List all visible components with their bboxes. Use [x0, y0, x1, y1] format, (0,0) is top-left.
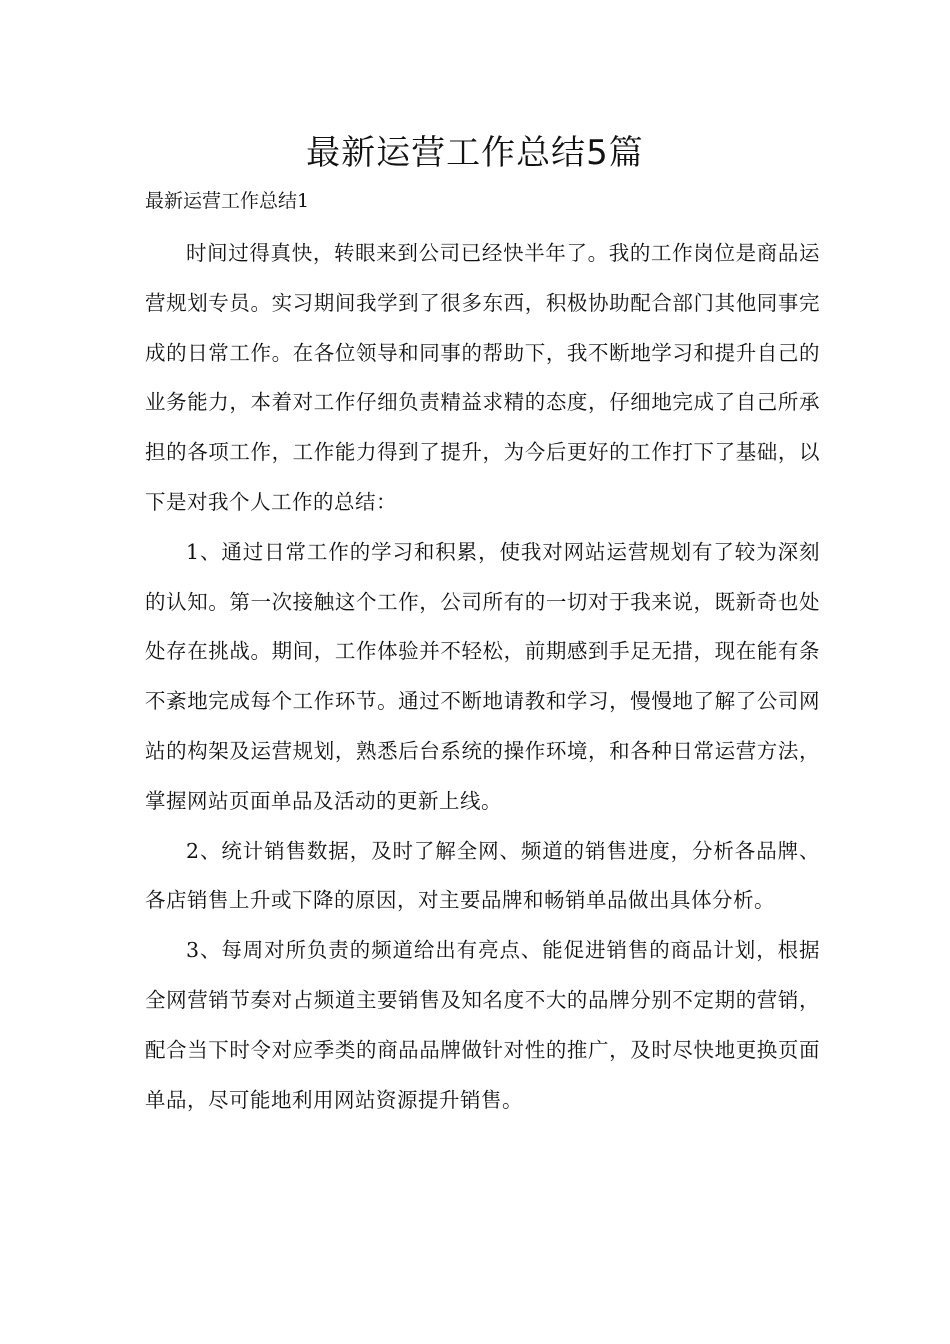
paragraph-item-1: 1、通过日常工作的学习和积累，使我对网站运营规划有了较为深刻的认知。第一次接触这个工作，公司所有的一切对于我来说，既新奇也处处存在挑战。期间，工作体验并不轻松，前期感到手足无措，现在能有条不紊地完成每个工作环节。通过不断地请教和学习，慢慢地了解了公司网站的构架及运营规划，熟悉后台系统的操作环境，和各种日常运营方法，掌握网站页面单品及活动的更新上线。 [145, 539, 820, 813]
paragraph-item-2: 2、统计销售数据，及时了解全网、频道的销售进度，分析各品牌、各店销售上升或下降的原因，对主要品牌和畅销单品做出具体分析。 [145, 838, 820, 913]
document-title: 最新运营工作总结5篇 [306, 133, 644, 173]
paragraph-intro: 时间过得真快，转眼来到公司已经快半年了。我的工作岗位是商品运营规划专员。实习期间我学到了很多东西，积极协助配合部门其他同事完成的日常工作。在各位领导和同事的帮助下，我不断地学习和提升自己的业务能力，本着对工作仔细负责精益求精的态度，仔细地完成了自己所承担的各项工作，工作能力得到了提升，为今后更好的工作打下了基础，以下是对我个人工作的总结： [145, 241, 820, 514]
document-body [145, 229, 820, 1125]
paragraph-item-3: 3、每周对所负责的频道给出有亮点、能促进销售的商品计划，根据全网营销节奏对占频道主要销售及知名度不大的品牌分别不定期的营销，配合当下时令对应季类的商品品牌做针对性的推广，及时尽快地更换页面单品，尽可能地利用网站资源提升销售。 [145, 938, 820, 1112]
section-heading: 最新运营工作总结1 [145, 190, 310, 212]
